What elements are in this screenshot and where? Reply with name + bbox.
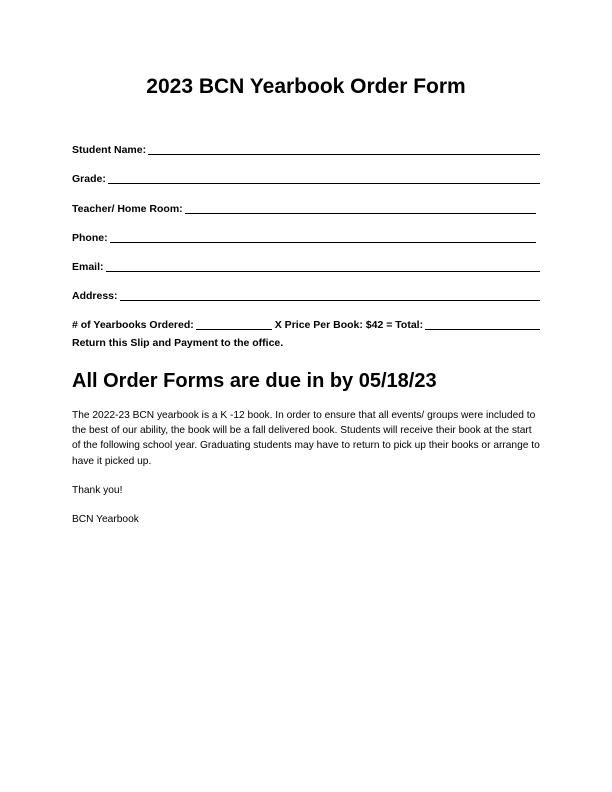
return-note: Return this Slip and Payment to the office. xyxy=(72,337,284,349)
yearbooks-row xyxy=(72,303,540,332)
body-paragraph: The 2022-23 BCN yearbook is a K -12 book. In order to ensure that all events/ groups were included to the best of our ability, the book will be a fall delivered book. Students will receive their book at the start of the following school year. Graduating students may have to return to pick up their books or arrange to have it picked up. xyxy=(72,410,540,467)
student-name-line[interactable] xyxy=(148,144,540,155)
price-per-book-label: X Price Per Book: $42 = Total: xyxy=(274,319,424,332)
teacher-label: Teacher/ Home Room: xyxy=(72,202,183,215)
phone-label: Phone: xyxy=(72,231,108,244)
phone-row xyxy=(72,216,540,245)
address-row xyxy=(72,274,540,303)
student-name-label: Student Name: xyxy=(72,144,147,157)
email-label: Email: xyxy=(72,260,104,273)
email-line[interactable] xyxy=(106,261,540,272)
page-title: 2023 BCN Yearbook Order Form xyxy=(146,75,466,98)
yearbooks-ordered-label: # of Yearbooks Ordered: xyxy=(72,319,194,332)
due-heading: All Order Forms are due in by 05/18/23 xyxy=(72,370,437,392)
student-name-row xyxy=(72,128,540,157)
address-label: Address: xyxy=(72,290,118,303)
thanks-text: Thank you! xyxy=(72,485,123,496)
phone-line[interactable] xyxy=(110,232,536,243)
order-form xyxy=(72,128,540,332)
yearbooks-qty-line[interactable] xyxy=(196,319,272,330)
email-row xyxy=(72,245,540,274)
teacher-row xyxy=(72,186,540,215)
grade-line[interactable] xyxy=(108,173,540,184)
address-line[interactable] xyxy=(120,290,540,301)
grade-row xyxy=(72,157,540,186)
total-line[interactable] xyxy=(425,319,540,330)
teacher-line[interactable] xyxy=(185,203,536,214)
signature-text: BCN Yearbook xyxy=(72,514,139,525)
grade-label: Grade: xyxy=(72,173,106,186)
